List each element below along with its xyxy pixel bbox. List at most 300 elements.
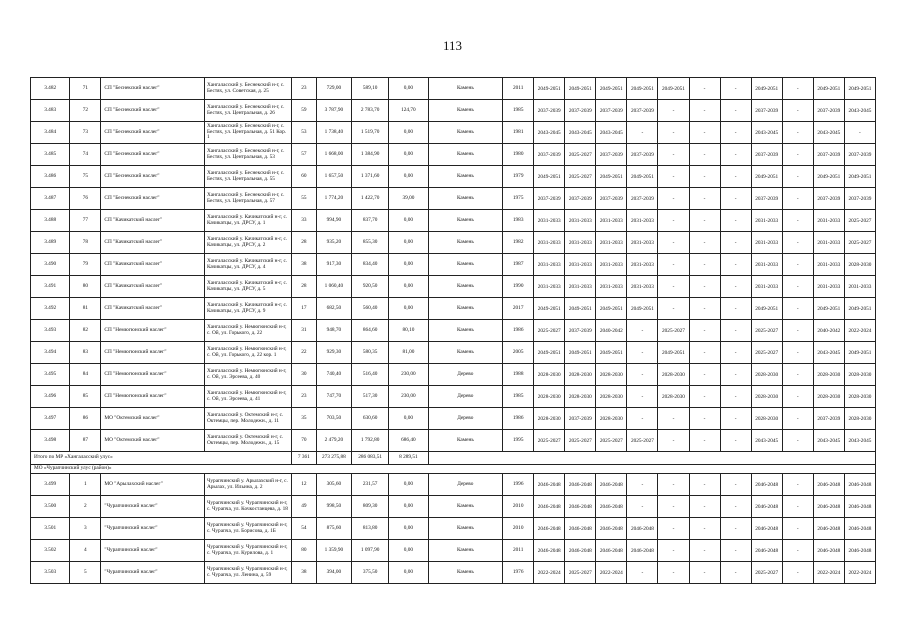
period-9-cell: - xyxy=(782,430,813,452)
period-7-cell: - xyxy=(720,166,751,188)
period-3-cell: 2049-2051 xyxy=(596,342,627,364)
period-5-cell: 2025-2027 xyxy=(658,320,689,342)
floors-cell: 28 xyxy=(291,276,316,298)
table-row xyxy=(31,210,876,232)
period-4-cell: 2046-2048 xyxy=(627,540,658,562)
period-8-cell: 2025-2027 xyxy=(751,320,782,342)
floors-cell: 53 xyxy=(291,122,316,144)
wall-material-cell: Камень xyxy=(428,562,503,584)
floors-cell: 59 xyxy=(291,100,316,122)
total-area-cell: 740,40 xyxy=(316,364,351,386)
other-area-cell: 686,40 xyxy=(389,430,428,452)
period-7-cell: - xyxy=(720,254,751,276)
period-4-cell: - xyxy=(627,562,658,584)
period-2-cell: 2031-2033 xyxy=(565,254,596,276)
period-4-cell: - xyxy=(627,122,658,144)
item-number-cell: 79 xyxy=(70,254,101,276)
floors-cell: 57 xyxy=(291,144,316,166)
period-10-cell: 2046-2048 xyxy=(813,518,844,540)
owner-name-cell: СП "Беснекский наслег" xyxy=(101,166,205,188)
table-row xyxy=(31,474,876,496)
wall-material-cell: Камень xyxy=(428,188,503,210)
period-3-cell: 2031-2033 xyxy=(596,254,627,276)
row-number-cell: 3.484 xyxy=(31,122,70,144)
period-10-cell: 2028-2030 xyxy=(813,386,844,408)
period-1-cell: 2046-2048 xyxy=(534,496,565,518)
total-area-cell: 998,50 xyxy=(316,496,351,518)
wall-material-cell: Камень xyxy=(428,342,503,364)
total-area-cell: 703,50 xyxy=(316,408,351,430)
build-year-cell: 1988 xyxy=(503,364,534,386)
total-area-cell: 729,00 xyxy=(316,78,351,100)
period-11-cell: 2043-2045 xyxy=(844,430,875,452)
address-cell: Хангаласский у. Беснекский н-г, с. Бестях, ул. Центральная, д. 53 xyxy=(204,144,291,166)
total-area-cell: 948,70 xyxy=(316,320,351,342)
total-area-cell: 875,60 xyxy=(316,518,351,540)
living-area-cell: 375,50 xyxy=(351,562,388,584)
item-number-cell: 72 xyxy=(70,100,101,122)
table-row xyxy=(31,166,876,188)
period-9-cell: - xyxy=(782,254,813,276)
period-11-cell: 2025-2027 xyxy=(844,210,875,232)
period-7-cell: - xyxy=(720,122,751,144)
period-2-cell: 2049-2051 xyxy=(565,78,596,100)
build-year-cell: 2017 xyxy=(503,298,534,320)
build-year-cell: 1981 xyxy=(503,122,534,144)
period-3-cell: 2022-2024 xyxy=(596,562,627,584)
period-11-cell: 2028-2030 xyxy=(844,364,875,386)
table-row xyxy=(31,100,876,122)
period-2-cell: 2028-2030 xyxy=(565,364,596,386)
period-1-cell: 2037-2039 xyxy=(534,100,565,122)
period-10-cell: 2031-2033 xyxy=(813,254,844,276)
other-area-cell: 0,00 xyxy=(389,474,428,496)
owner-name-cell: СП "Беснекский наслег" xyxy=(101,144,205,166)
period-5-cell: - xyxy=(658,408,689,430)
living-area-cell: 1 097,90 xyxy=(351,540,388,562)
row-number-cell: 3.503 xyxy=(31,562,70,584)
other-area-cell: 0,00 xyxy=(389,78,428,100)
owner-name-cell: "Чурапчинский наслег" xyxy=(101,496,205,518)
period-11-cell: 2049-2051 xyxy=(844,298,875,320)
wall-material-cell: Камень xyxy=(428,276,503,298)
period-8-cell: 2025-2027 xyxy=(751,562,782,584)
period-2-cell: 2037-2039 xyxy=(565,408,596,430)
period-11-cell: 2028-2030 xyxy=(844,386,875,408)
period-6-cell: - xyxy=(689,364,720,386)
period-4-cell: 2037-2039 xyxy=(627,188,658,210)
period-8-cell: 2031-2033 xyxy=(751,254,782,276)
period-7-cell: - xyxy=(720,496,751,518)
owner-name-cell: МО "Арылахский наслег" xyxy=(101,474,205,496)
period-1-cell: 2049-2051 xyxy=(534,166,565,188)
period-3-cell: 2046-2048 xyxy=(596,474,627,496)
item-number-cell: 84 xyxy=(70,364,101,386)
wall-material-cell: Камень xyxy=(428,144,503,166)
address-cell: Хангаласский у. Беснекский н-г, с. Бестях, ул. Центральная, д. 57 xyxy=(204,188,291,210)
owner-name-cell: СП "Беснекский наслег" xyxy=(101,78,205,100)
living-area-cell: 809,30 xyxy=(351,496,388,518)
living-area-cell: 2 783,70 xyxy=(351,100,388,122)
owner-name-cell: СП "Немюгюнский наслег" xyxy=(101,342,205,364)
row-number-cell: 3.500 xyxy=(31,496,70,518)
other-area-cell: 0,00 xyxy=(389,562,428,584)
period-8-cell: 2049-2051 xyxy=(751,298,782,320)
item-number-cell: 1 xyxy=(70,474,101,496)
period-4-cell: - xyxy=(627,474,658,496)
period-10-cell: 2049-2051 xyxy=(813,166,844,188)
period-10-cell: 2046-2048 xyxy=(813,496,844,518)
period-1-cell: 2031-2033 xyxy=(534,254,565,276)
period-4-cell: 2031-2033 xyxy=(627,232,658,254)
period-7-cell: - xyxy=(720,232,751,254)
district-row xyxy=(31,465,876,474)
period-9-cell: - xyxy=(782,210,813,232)
period-8-cell: 2025-2027 xyxy=(751,342,782,364)
period-5-cell: - xyxy=(658,518,689,540)
item-number-cell: 5 xyxy=(70,562,101,584)
row-number-cell: 3.485 xyxy=(31,144,70,166)
period-2-cell: 2046-2048 xyxy=(565,540,596,562)
build-year-cell: 1985 xyxy=(503,386,534,408)
period-2-cell: 2031-2033 xyxy=(565,276,596,298)
item-number-cell: 71 xyxy=(70,78,101,100)
other-area-cell: 0,00 xyxy=(389,496,428,518)
period-8-cell: 2049-2051 xyxy=(751,166,782,188)
period-5-cell: 2028-2030 xyxy=(658,364,689,386)
row-number-cell: 3.498 xyxy=(31,430,70,452)
wall-material-cell: Камень xyxy=(428,496,503,518)
period-2-cell: 2031-2033 xyxy=(565,210,596,232)
other-area-cell: 0,00 xyxy=(389,276,428,298)
table-row xyxy=(31,298,876,320)
other-area-cell: 124,70 xyxy=(389,100,428,122)
total-area-cell: 747,70 xyxy=(316,386,351,408)
period-9-cell: - xyxy=(782,276,813,298)
period-9-cell: - xyxy=(782,122,813,144)
period-3-cell: 2049-2051 xyxy=(596,166,627,188)
row-number-cell: 3.499 xyxy=(31,474,70,496)
address-cell: Чурапчинский у. Чурапчинский н-г, с. Чурапча, ул. Кочкостанцева, д. 18 xyxy=(204,496,291,518)
table-row xyxy=(31,408,876,430)
build-year-cell: 1986 xyxy=(503,408,534,430)
period-1-cell: 2025-2027 xyxy=(534,320,565,342)
period-5-cell: - xyxy=(658,562,689,584)
period-6-cell: - xyxy=(689,276,720,298)
period-9-cell: - xyxy=(782,100,813,122)
period-9-cell: - xyxy=(782,232,813,254)
period-3-cell: 2046-2048 xyxy=(596,496,627,518)
subtotal-area: 273 275,88 xyxy=(316,452,351,465)
period-11-cell: 2037-2039 xyxy=(844,188,875,210)
period-6-cell: - xyxy=(689,122,720,144)
build-year-cell: 2005 xyxy=(503,342,534,364)
owner-name-cell: СП "Немюгюнский наслег" xyxy=(101,364,205,386)
living-area-cell: 1 384,90 xyxy=(351,144,388,166)
period-2-cell: 2031-2033 xyxy=(565,232,596,254)
other-area-cell: 230,00 xyxy=(389,364,428,386)
item-number-cell: 82 xyxy=(70,320,101,342)
other-area-cell: 0,00 xyxy=(389,210,428,232)
living-area-cell: 864,60 xyxy=(351,320,388,342)
period-3-cell: 2031-2033 xyxy=(596,276,627,298)
period-3-cell: 2028-2030 xyxy=(596,386,627,408)
other-area-cell: 0,00 xyxy=(389,298,428,320)
item-number-cell: 81 xyxy=(70,298,101,320)
period-8-cell: 2037-2039 xyxy=(751,144,782,166)
period-10-cell: 2037-2039 xyxy=(813,144,844,166)
floors-cell: 33 xyxy=(291,210,316,232)
floors-cell: 23 xyxy=(291,78,316,100)
period-8-cell: 2028-2030 xyxy=(751,408,782,430)
period-10-cell: 2046-2048 xyxy=(813,474,844,496)
floors-cell: 54 xyxy=(291,518,316,540)
period-5-cell: - xyxy=(658,276,689,298)
period-2-cell: 2037-2039 xyxy=(565,100,596,122)
total-area-cell: 935,20 xyxy=(316,232,351,254)
build-year-cell: 1996 xyxy=(503,474,534,496)
floors-cell: 12 xyxy=(291,474,316,496)
period-10-cell: 2046-2048 xyxy=(813,540,844,562)
total-area-cell: 929,30 xyxy=(316,342,351,364)
district-title: МО «Чурапчинский улус (район)» xyxy=(31,465,876,474)
period-8-cell: 2037-2039 xyxy=(751,188,782,210)
period-10-cell: 2031-2033 xyxy=(813,232,844,254)
item-number-cell: 4 xyxy=(70,540,101,562)
period-4-cell: 2031-2033 xyxy=(627,210,658,232)
period-5-cell: - xyxy=(658,188,689,210)
build-year-cell: 1985 xyxy=(503,100,534,122)
table-row xyxy=(31,364,876,386)
floors-cell: 30 xyxy=(291,364,316,386)
period-2-cell: 2037-2039 xyxy=(565,188,596,210)
period-9-cell: - xyxy=(782,78,813,100)
period-4-cell: 2031-2033 xyxy=(627,276,658,298)
other-area-cell: 0,00 xyxy=(389,408,428,430)
total-area-cell: 1 738,40 xyxy=(316,122,351,144)
period-3-cell: 2037-2039 xyxy=(596,188,627,210)
other-area-cell: 230,00 xyxy=(389,386,428,408)
wall-material-cell: Камень xyxy=(428,166,503,188)
period-9-cell: - xyxy=(782,144,813,166)
item-number-cell: 74 xyxy=(70,144,101,166)
item-number-cell: 2 xyxy=(70,496,101,518)
period-9-cell: - xyxy=(782,518,813,540)
total-area-cell: 1 774,20 xyxy=(316,188,351,210)
period-5-cell: 2049-2051 xyxy=(658,78,689,100)
period-8-cell: 2046-2048 xyxy=(751,474,782,496)
period-2-cell: 2049-2051 xyxy=(565,298,596,320)
floors-cell: 55 xyxy=(291,188,316,210)
table-row xyxy=(31,562,876,584)
period-3-cell: 2028-2030 xyxy=(596,408,627,430)
period-7-cell: - xyxy=(720,474,751,496)
build-year-cell: 1983 xyxy=(503,210,534,232)
address-cell: Чурапчинский у. Чурапчинский н-г, с. Чурапча, ул. Борисова, д. 1Б xyxy=(204,518,291,540)
address-cell: Хангаласский у. Немюгюнский н-г, с. Ой, ул. Горького, д. 22 кор. 1 xyxy=(204,342,291,364)
living-area-cell: 1 519,70 xyxy=(351,122,388,144)
period-3-cell: 2037-2039 xyxy=(596,144,627,166)
period-8-cell: 2046-2048 xyxy=(751,518,782,540)
page-number: 113 xyxy=(442,38,463,53)
owner-name-cell: СП "Качикатский наслег" xyxy=(101,298,205,320)
housing-registry-table xyxy=(30,77,876,584)
period-10-cell: 2031-2033 xyxy=(813,210,844,232)
period-6-cell: - xyxy=(689,540,720,562)
period-1-cell: 2037-2039 xyxy=(534,144,565,166)
living-area-cell: 560,40 xyxy=(351,298,388,320)
period-9-cell: - xyxy=(782,188,813,210)
table-row xyxy=(31,122,876,144)
total-area-cell: 917,30 xyxy=(316,254,351,276)
address-cell: Хангаласский у. Немюгюнский н-г, с. Ой, ул. Эрсеева, д. 40 xyxy=(204,364,291,386)
subtotal-label: Итого по МР «Хангаласский улус» xyxy=(31,452,292,465)
owner-name-cell: МО "Октемский наслег" xyxy=(101,408,205,430)
floors-cell: 17 xyxy=(291,298,316,320)
floors-cell: 38 xyxy=(291,562,316,584)
wall-material-cell: Дерево xyxy=(428,386,503,408)
floors-cell: 70 xyxy=(291,430,316,452)
living-area-cell: 517,30 xyxy=(351,386,388,408)
wall-material-cell: Дерево xyxy=(428,408,503,430)
living-area-cell: 580,35 xyxy=(351,342,388,364)
period-7-cell: - xyxy=(720,518,751,540)
wall-material-cell: Камень xyxy=(428,78,503,100)
other-area-cell: 0,00 xyxy=(389,232,428,254)
row-number-cell: 3.488 xyxy=(31,210,70,232)
total-area-cell: 1 359,90 xyxy=(316,540,351,562)
period-6-cell: - xyxy=(689,298,720,320)
period-11-cell: 2031-2033 xyxy=(844,276,875,298)
address-cell: Хангаласский у. Немюгюнский н-г, с. Ой, ул. Горького, д. 22 xyxy=(204,320,291,342)
row-number-cell: 3.489 xyxy=(31,232,70,254)
period-6-cell: - xyxy=(689,166,720,188)
period-1-cell: 2049-2051 xyxy=(534,78,565,100)
table-row xyxy=(31,518,876,540)
period-1-cell: 2049-2051 xyxy=(534,342,565,364)
period-1-cell: 2028-2030 xyxy=(534,364,565,386)
period-9-cell: - xyxy=(782,364,813,386)
wall-material-cell: Камень xyxy=(428,100,503,122)
build-year-cell: 1979 xyxy=(503,166,534,188)
period-11-cell: 2043-2045 xyxy=(844,100,875,122)
period-7-cell: - xyxy=(720,540,751,562)
owner-name-cell: СП "Беснекский наслег" xyxy=(101,100,205,122)
address-cell: Чурапчинский у. Чурапчинский н-г, с. Чурапча, ул. Курилова, д. 1 xyxy=(204,540,291,562)
period-7-cell: - xyxy=(720,430,751,452)
item-number-cell: 85 xyxy=(70,386,101,408)
row-number-cell: 3.483 xyxy=(31,100,70,122)
period-6-cell: - xyxy=(689,144,720,166)
period-3-cell: 2046-2048 xyxy=(596,540,627,562)
period-9-cell: - xyxy=(782,408,813,430)
period-6-cell: - xyxy=(689,518,720,540)
owner-name-cell: СП "Качикатский наслег" xyxy=(101,210,205,232)
total-area-cell: 1 668,00 xyxy=(316,144,351,166)
period-2-cell: 2046-2048 xyxy=(565,518,596,540)
period-10-cell: 2022-2024 xyxy=(813,562,844,584)
living-area-cell: 920,50 xyxy=(351,276,388,298)
row-number-cell: 3.491 xyxy=(31,276,70,298)
period-7-cell: - xyxy=(720,100,751,122)
address-cell: Хангаласский у. Качикатский н-г, с. Качикатцы, ул. ДРСУ, д. 5 xyxy=(204,276,291,298)
build-year-cell: 1982 xyxy=(503,232,534,254)
address-cell: Хангаласский у. Немюгюнский н-г, с. Ой, ул. Эрсеева, д. 41 xyxy=(204,386,291,408)
period-8-cell: 2037-2039 xyxy=(751,100,782,122)
period-8-cell: 2031-2033 xyxy=(751,232,782,254)
period-8-cell: 2028-2030 xyxy=(751,364,782,386)
other-area-cell: 0,00 xyxy=(389,254,428,276)
period-4-cell: 2046-2048 xyxy=(627,518,658,540)
period-1-cell: 2031-2033 xyxy=(534,210,565,232)
period-6-cell: - xyxy=(689,474,720,496)
item-number-cell: 87 xyxy=(70,430,101,452)
period-10-cell: 2037-2039 xyxy=(813,408,844,430)
period-1-cell: 2028-2030 xyxy=(534,408,565,430)
period-7-cell: - xyxy=(720,364,751,386)
living-area-cell: 813,80 xyxy=(351,518,388,540)
period-3-cell: 2049-2051 xyxy=(596,298,627,320)
other-area-cell: 80,10 xyxy=(389,320,428,342)
total-area-cell: 305,60 xyxy=(316,474,351,496)
period-5-cell: - xyxy=(658,430,689,452)
row-number-cell: 3.502 xyxy=(31,540,70,562)
period-7-cell: - xyxy=(720,276,751,298)
address-cell: Хангаласский у. Беснекский н-г, с. Бестях, ул. Советская, д. 25 xyxy=(204,78,291,100)
period-10-cell: 2037-2039 xyxy=(813,188,844,210)
living-area-cell: 855,30 xyxy=(351,232,388,254)
build-year-cell: 1990 xyxy=(503,276,534,298)
address-cell: Чурапчинский у. Чурапчинский н-г, с. Чурапча, ул. Ленина, д. 59 xyxy=(204,562,291,584)
table-row xyxy=(31,496,876,518)
period-4-cell: - xyxy=(627,320,658,342)
row-number-cell: 3.501 xyxy=(31,518,70,540)
period-9-cell: - xyxy=(782,342,813,364)
total-area-cell: 3 787,90 xyxy=(316,100,351,122)
other-area-cell: 39,00 xyxy=(389,188,428,210)
period-10-cell: 2043-2045 xyxy=(813,430,844,452)
period-9-cell: - xyxy=(782,474,813,496)
period-5-cell: - xyxy=(658,144,689,166)
other-area-cell: 0,00 xyxy=(389,518,428,540)
total-area-cell: 682,50 xyxy=(316,298,351,320)
table-row xyxy=(31,144,876,166)
wall-material-cell: Камень xyxy=(428,298,503,320)
owner-name-cell: "Чурапчинский наслег" xyxy=(101,540,205,562)
period-3-cell: 2049-2051 xyxy=(596,78,627,100)
row-number-cell: 3.493 xyxy=(31,320,70,342)
total-area-cell: 1 657,50 xyxy=(316,166,351,188)
build-year-cell: 2011 xyxy=(503,540,534,562)
table-row xyxy=(31,320,876,342)
period-7-cell: - xyxy=(720,298,751,320)
address-cell: Чурапчинский у. Арылахский н-г, с. Арылах, ул. Ильина, д. 2 xyxy=(204,474,291,496)
item-number-cell: 83 xyxy=(70,342,101,364)
subtotal-living: 286 083,51 xyxy=(351,452,388,465)
item-number-cell: 86 xyxy=(70,408,101,430)
subtotal-empty xyxy=(428,452,875,465)
period-2-cell: 2025-2027 xyxy=(565,166,596,188)
period-11-cell: 2028-2030 xyxy=(844,254,875,276)
period-11-cell: 2025-2027 xyxy=(844,232,875,254)
period-8-cell: 2043-2045 xyxy=(751,122,782,144)
period-3-cell: 2046-2048 xyxy=(596,518,627,540)
period-1-cell: 2046-2048 xyxy=(534,518,565,540)
period-2-cell: 2028-2030 xyxy=(565,386,596,408)
floors-cell: 38 xyxy=(291,254,316,276)
item-number-cell: 80 xyxy=(70,276,101,298)
table-row xyxy=(31,232,876,254)
